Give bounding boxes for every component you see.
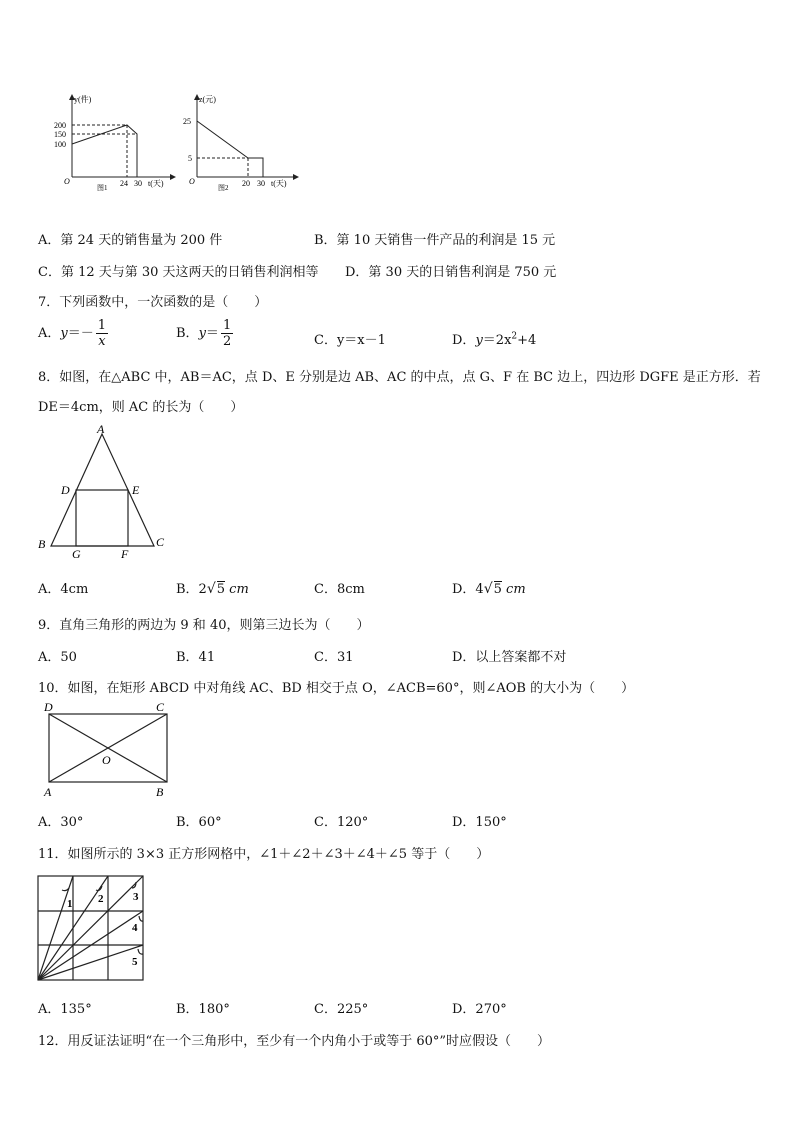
q11-option-c: C．225° xyxy=(314,1002,369,1017)
q10-label-C: C xyxy=(156,700,165,714)
q7-b-prefix: B． xyxy=(176,326,199,341)
q8-b-unit: cm xyxy=(229,582,249,597)
fig2-y-axis-label: z(元) xyxy=(199,95,216,104)
fig1-origin: O xyxy=(64,177,70,186)
fig2-x-axis-label: t(天) xyxy=(271,179,287,188)
q7-option-a xyxy=(38,318,110,349)
q12-stem: 12．用反证法证明“在一个三角形中，至少有一个内角小于或等于 60°”时应假设（ ） xyxy=(38,1034,551,1049)
fig1-x-axis-label: t(天) xyxy=(148,179,164,188)
q7-stem: 7．下列函数中，一次函数的是（ ） xyxy=(38,295,268,310)
q10-label-O: O xyxy=(102,753,111,767)
fig2-origin: O xyxy=(189,177,195,186)
q6-option-c: C．第 12 天与第 30 天这两天的日销售利润相等 xyxy=(38,265,319,280)
fig1-tick-200: 200 xyxy=(54,121,66,130)
q8-option-d: D．4√5 cm xyxy=(452,581,526,597)
q8-stem-line1: 8．如图，在△ABC 中，AB＝AC，点 D、E 分别是边 AB、AC 的中点，点 G、F 在 BC 边上，四边形 DGFE 是正方形．若 xyxy=(38,370,761,385)
q11-option-d: D．270° xyxy=(452,1002,507,1017)
q8-b-prefix: B．2 xyxy=(176,582,207,597)
q9-stem: 9．直角三角形的两边为 9 和 40，则第三边长为（ ） xyxy=(38,618,370,633)
q6-option-d: D．第 30 天的日销售利润是 750 元 xyxy=(345,265,557,280)
q10-label-D: D xyxy=(44,700,53,714)
q7-b-num: 1 xyxy=(222,318,232,333)
q10-label-B: B xyxy=(156,785,164,798)
q8-label-B: B xyxy=(38,537,46,551)
q9-option-d: D．以上答案都不对 xyxy=(452,650,567,665)
q7-a-lhs: y xyxy=(60,326,68,341)
q8-triangle-figure xyxy=(34,422,174,562)
q8-d-radicand: 5 xyxy=(493,582,502,597)
q11-angle-label-4: 4 xyxy=(132,922,138,934)
fig2-caption: 图2 xyxy=(218,184,229,192)
q8-d-prefix: D．4 xyxy=(452,582,484,597)
q8-d-unit: cm xyxy=(506,582,526,597)
q7-b-lhs: y xyxy=(198,326,206,341)
q11-stem: 11．如图所示的 3×3 正方形网格中，∠1＋∠2＋∠3＋∠4＋∠5 等于（ ） xyxy=(38,847,490,862)
fig2-tick-30: 30 xyxy=(257,179,265,188)
q8-label-D: D xyxy=(61,483,70,497)
q7-a-eq: ＝－ xyxy=(67,326,94,341)
q8-label-A: A xyxy=(97,422,105,436)
q6-option-b: B．第 10 天销售一件产品的利润是 15 元 xyxy=(314,233,556,248)
q8-b-radicand: 5 xyxy=(216,582,226,597)
q11-grid-figure xyxy=(36,874,148,984)
q7-d-mid: ＝2x xyxy=(482,333,512,348)
q10-option-d: D．150° xyxy=(452,815,507,830)
q7-d-prefix: D． xyxy=(452,333,476,348)
q8-option-c: C．8cm xyxy=(314,582,365,597)
q7-a-den: x xyxy=(98,334,106,349)
q8-option-b: B．2√5 cm xyxy=(176,581,249,597)
q8-label-C: C xyxy=(156,535,165,549)
q10-option-b: B．60° xyxy=(176,815,222,830)
q7-d-sup: 2 xyxy=(511,331,518,342)
q8-option-a: A．4cm xyxy=(38,582,89,597)
q11-angle-label-2: 2 xyxy=(98,893,104,905)
fig1-tick-30: 30 xyxy=(134,179,142,188)
fig1-caption: 图1 xyxy=(97,184,108,192)
q11-angle-label-3: 3 xyxy=(133,891,139,903)
q7-option-c: C．y＝x－1 xyxy=(314,333,386,348)
q10-option-c: C．120° xyxy=(314,815,369,830)
q7-d-lhs: y xyxy=(475,333,483,348)
q10-rectangle-figure xyxy=(40,698,180,798)
q6-option-a: A．第 24 天的销售量为 200 件 xyxy=(38,233,223,248)
q11-option-b: B．180° xyxy=(176,1002,230,1017)
fig2-tick-20: 20 xyxy=(242,179,250,188)
q7-b-eq: ＝ xyxy=(205,326,219,341)
q8-label-G: G xyxy=(72,547,81,561)
fig1-tick-100: 100 xyxy=(54,140,66,149)
q7-a-fraction xyxy=(96,318,108,349)
q10-stem: 10．如图，在矩形 ABCD 中对角线 AC、BD 相交于点 O，∠ACB=60°，则∠AOB 的大小为（ ） xyxy=(38,681,635,696)
q7-d-tail: +4 xyxy=(517,333,537,348)
fig2-tick-25: 25 xyxy=(183,117,191,126)
q8-label-E: E xyxy=(132,483,140,497)
fig1-tick-150: 150 xyxy=(54,130,66,139)
q9-option-c: C．31 xyxy=(314,650,354,665)
q7-b-fraction xyxy=(221,318,233,349)
q9-option-a: A．50 xyxy=(38,650,77,665)
q11-angle-label-5: 5 xyxy=(132,956,138,968)
fig1-tick-24: 24 xyxy=(120,179,128,188)
q8-label-F: F xyxy=(121,547,129,561)
q6-figure-1 xyxy=(52,92,177,192)
q10-option-a: A．30° xyxy=(38,815,84,830)
q11-option-a: A．135° xyxy=(38,1002,92,1017)
q7-a-prefix: A． xyxy=(38,326,61,341)
fig1-y-axis-label: y(件) xyxy=(74,95,92,104)
q7-a-num: 1 xyxy=(97,318,107,333)
fig2-tick-5: 5 xyxy=(188,154,192,163)
q9-option-b: B．41 xyxy=(176,650,216,665)
q7-b-den: 2 xyxy=(222,334,232,349)
q11-angle-label-1: 1 xyxy=(67,898,73,910)
q7-option-d xyxy=(452,329,536,348)
q6-figure-2 xyxy=(180,92,300,192)
q10-label-A: A xyxy=(44,785,52,798)
q7-option-b xyxy=(176,318,235,349)
q8-stem-line2: DE＝4cm，则 AC 的长为（ ） xyxy=(38,400,244,415)
